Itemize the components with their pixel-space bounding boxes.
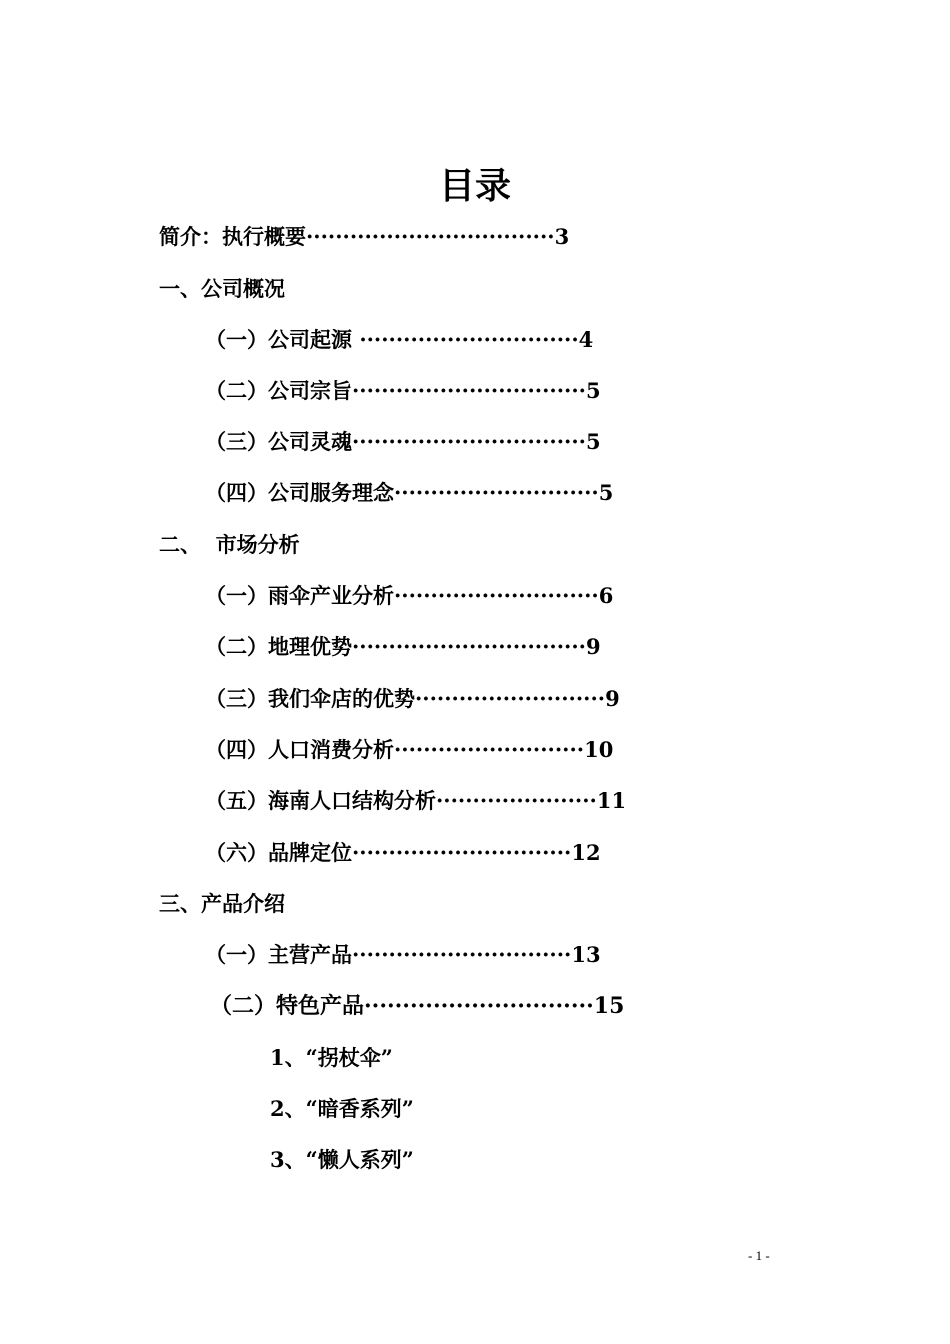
toc-page-number: 12 [571, 840, 601, 865]
toc-page-number: 10 [584, 737, 614, 762]
toc-entry-text: （三）我们伞店的优势 [205, 686, 415, 711]
toc-entry-text: （六）品牌定位 [205, 840, 352, 865]
toc-entry[interactable] [210, 991, 624, 1021]
toc-entry-text: 简介：执行概要 [159, 224, 306, 249]
toc-entry-text: （二）特色产品 [210, 993, 365, 1019]
toc-page-number: 6 [598, 583, 614, 608]
toc-entry-text: 1、“拐杖伞” [270, 1045, 393, 1070]
toc-sub-entry[interactable] [270, 1043, 393, 1073]
toc-entry[interactable] [205, 684, 620, 714]
toc-sub-entry[interactable] [270, 1094, 414, 1124]
toc-entry[interactable] [205, 786, 626, 816]
toc-entry-text: （二）地理优势 [205, 634, 352, 659]
toc-entry-text: （四）公司服务理念 [205, 480, 394, 505]
toc-entry[interactable] [205, 838, 601, 868]
toc-page-number: 5 [598, 480, 614, 505]
toc-leader: ······························ [352, 840, 572, 865]
toc-page-number: 9 [605, 686, 620, 711]
toc-entry[interactable] [205, 427, 601, 457]
toc-leader: ···························· [394, 480, 599, 505]
toc-leader: ······························ [364, 993, 594, 1019]
toc-entry-text: （一）雨伞产业分析 [205, 583, 394, 608]
toc-entry-text: 三、产品介绍 [159, 891, 285, 916]
toc-entry[interactable] [205, 735, 613, 765]
toc-entry-text: （一）主营产品 [205, 942, 352, 967]
toc-leader: ································ [352, 634, 586, 659]
toc-entry-text: （三）公司灵魂 [205, 429, 352, 454]
toc-entry[interactable] [205, 325, 593, 355]
toc-entry-text: 3、“懒人系列” [270, 1147, 414, 1172]
toc-entry[interactable] [205, 581, 613, 611]
toc-page-number: 5 [585, 429, 601, 454]
page-title: 目录 [438, 165, 511, 207]
toc-page-number: 13 [571, 942, 601, 967]
toc-page-number: 4 [578, 327, 594, 352]
toc-page-number: 11 [596, 788, 627, 813]
toc-entry[interactable] [205, 940, 601, 970]
toc-section-heading[interactable] [159, 274, 285, 304]
toc-page-number: 15 [593, 993, 625, 1019]
toc-entry[interactable] [159, 222, 569, 252]
toc-leader: ···························· [394, 583, 599, 608]
toc-leader: ······················ [436, 788, 597, 813]
toc-page-number: 5 [585, 378, 601, 403]
toc-entry-text: 一、公司概况 [159, 276, 285, 301]
toc-leader: ·························· [394, 737, 585, 762]
toc-entry-text: （一）公司起源 [205, 327, 360, 352]
footer-page-number: - 1 - [748, 1248, 770, 1263]
toc-leader: ·································· [306, 224, 555, 249]
toc-section-heading[interactable] [159, 889, 285, 919]
toc-entry[interactable] [205, 376, 601, 406]
toc-entry-text: （四）人口消费分析 [205, 737, 394, 762]
toc-entry-text: 二、 市场分析 [159, 532, 300, 557]
toc-leader: ······························ [352, 942, 572, 967]
toc-leader: ·························· [415, 686, 606, 711]
toc-page-number: 9 [585, 634, 601, 659]
toc-page-number: 3 [554, 224, 570, 249]
toc-leader: ······························ [359, 327, 579, 352]
toc-leader: ································ [352, 429, 586, 454]
toc-entry-text: （五）海南人口结构分析 [205, 788, 436, 813]
toc-entry[interactable] [205, 478, 613, 508]
toc-leader: ································ [352, 378, 586, 403]
toc-entry[interactable] [205, 632, 601, 662]
toc-entry-text: 2、“暗香系列” [270, 1096, 414, 1121]
toc-sub-entry[interactable] [270, 1145, 414, 1175]
toc-entry-text: （二）公司宗旨 [205, 378, 352, 403]
toc-section-heading[interactable] [159, 530, 300, 560]
